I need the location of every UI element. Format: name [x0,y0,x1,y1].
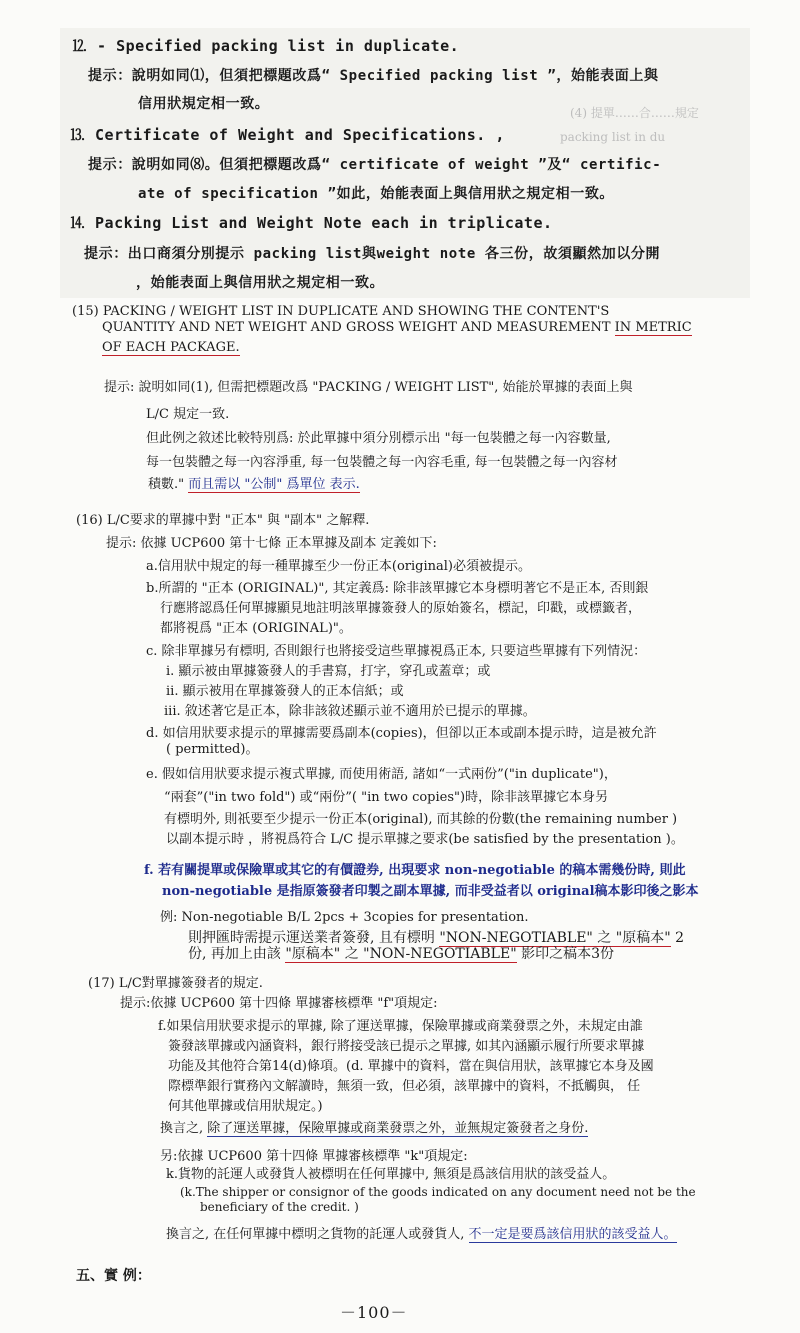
page-number: －100－ [340,1303,408,1322]
item-16-e-line1: e. 假如信用狀要求提示複式單據, 而使用術語, 諸如“一式兩份”("in duplicate")， [146,767,617,782]
item-16-example-line2-end: 2 [670,930,684,946]
item-15-hint-line3: 但此例之敘述比較特別爲: 於此單據中須分別標示出 "每一包裝體之每一內容數量, [146,431,611,446]
item-17-summary2-lead: 換言之, 在任何單據中標明之貨物的託運人或發貨人, [166,1227,469,1242]
item-17-hint: 提示:依據 UCP600 第十四條 單據審核標準 "f"項規定: [120,996,438,1011]
item-14-hint-line1: 提示：出口商須分別提示 packing list與weight note 各三份，故須顯然加以分開 [84,246,661,262]
item-16-b-line2: 行應將認爲任何單據顯見地註明該單據簽發人的原始簽名，標記，印戳，或標籤者， [160,601,642,616]
item-13-title: ⒔ Certificate of Weight and Specifications. , [70,126,505,144]
item-15-hint-line5 [148,476,360,493]
item-15-line2 [102,319,692,336]
item-15-line3 [102,339,240,356]
item-16-e-line3: 有標明外, 則祇要至少提示一份正本(original), 而其餘的份數(the remaining number ) [164,812,678,827]
item-17-summary2-underlined: 不一定是要爲該信用狀的該受益人。 [468,1227,677,1242]
item-16-f-line2: non-negotiable 是指原簽發者印製之副本單據, 而非受益者以 original稿本影印後之影本 [162,884,699,899]
item-16-f-line1: f. 若有關提單或保險單或其它的有價證券, 出現要求 non-negotiable 的稿本需幾份時, 則此 [144,863,686,878]
item-16-hint: 提示: 依據 UCP600 第十七條 正本單據及副本 定義如下: [106,536,437,551]
item-15-metric-note: 而且需以 "公制" 爲單位 表示. [188,477,360,492]
item-17-summary1-underlined: 除了運送單據，保險單據或商業發票之外，並無規定簽發者之身份. [207,1121,589,1136]
item-17-f-line1: f.如果信用狀要求提示的單據, 除了運送單據，保險單據或商業發票之外，未規定由誰 [158,1019,643,1034]
item-16-c-i: i. 顯示被由單據簽發人的手書寫，打字，穿孔或蓋章；或 [166,664,491,679]
section-5-heading: 五、實 例： [76,1268,151,1284]
item-12-title: ⒓ - Specified packing list in duplicate. [72,37,460,55]
item-12-hint-line1: 提示：說明如同⑴，但須把標題改爲“ Specified packing list ”，始能表面上與 [88,68,659,84]
item-14-hint-line2: ，始能表面上與信用狀之規定相一致。 [136,275,385,291]
item-15-hint-line4: 每一包裝體之每一內容淨重, 每一包裝體之每一內容毛重, 每一包裝體之每一內容材 [146,455,618,470]
item-15-hint-line2: L/C 規定一致. [146,407,230,422]
item-16-title: (16) L/C要求的單據中對 "正本" 與 "副本" 之解釋. [76,513,370,528]
item-15-hint-line1: 提示: 說明如同(1), 但需把標題改爲 "PACKING / WEIGHT LIST", 始能於單據的表面上與 [104,380,633,395]
item-15-line1: (15) PACKING / WEIGHT LIST IN DUPLICATE AND SHOWING THE CONTENT'S [72,304,610,319]
item-16-e-line2: “兩套”("in two fold") 或“兩份”( "in two copies")時，除非該單據它本身另 [164,790,609,805]
item-17-k-line3: beneficiary of the credit. ) [200,1200,359,1214]
item-16-example-line3-text: 份, 再加上由該 [188,946,286,962]
item-17-f-line2: 簽發該單據或內涵資料，銀行將接受該已提示之單據, 如其內涵顯示履行所要求單據 [168,1039,645,1054]
item-16-d-line2: ( permitted)。 [166,742,259,757]
item-17-f-line4: 際標準銀行實務內文解讀時，無須一致，但必須，該單據中的資料，不抵觸與， 任 [168,1079,641,1094]
item-16-original-nonneg-underlined: "NON-NEGOTIABLE" 之 "原稿本" [439,930,671,946]
item-17-summary1 [160,1120,588,1137]
item-16-original-copy-underlined: "原稿本" 之 "NON-NEGOTIABLE" [285,946,517,962]
item-15-package-underlined: OF EACH PACKAGE. [102,340,240,355]
item-16-c: c. 除非單據另有標明, 否則銀行也將接受這些單據視爲正本, 只要這些單據有下列情況： [146,644,647,659]
item-16-example-line3 [188,946,614,963]
item-16-e-line4: 以副本提示時 ，將視爲符合 L/C 提示單據之要求(be satisfied by the presentation )。 [166,832,684,847]
item-15-metric-underlined: IN METRIC [614,320,692,335]
item-14-title: ⒕ Packing List and Weight Note each in triplicate. [70,214,553,232]
item-17-summary2 [166,1226,677,1243]
item-12-hint-line2: 信用狀規定相一致。 [138,96,270,112]
item-16-example: 例: Non-negotiable B/L 2pcs + 3copies for presentation. [160,910,529,925]
item-16-example-line2 [188,930,684,947]
item-16-c-ii: ii. 顯示被用在單據簽發人的正本信紙；或 [166,684,404,699]
item-13-hint-line2: ate of specification ”如此，始能表面上與信用狀之規定相一致。 [138,186,615,202]
item-17-f-line3: 功能及其他符合第14(d)條項。(d. 單據中的資料，當在與信用狀，該單據它本身及國 [168,1059,654,1074]
item-13-hint-line1: 提示：說明如同⑻。但須把標題改爲“ certificate of weight ”及“ certific- [88,157,662,173]
item-16-a: a.信用狀中規定的每一種單據至少一份正本(original)必須被提示。 [146,559,531,574]
item-17-k-line1: k.貨物的託運人或發貨人被標明在任何單據中, 無須是爲該信用狀的該受益人。 [166,1167,616,1182]
bleed-through-text: (4) 提單……合……規定 [570,106,699,120]
item-15-hint-line5-text: 積數." [148,477,189,492]
item-17-f-line5: 何其他單據或信用狀規定。) [168,1099,323,1114]
item-16-c-iii: iii. 敘述著它是正本，除非該敘述顯示並不適用於已提示的單據。 [164,704,536,719]
item-16-d-line1: d. 如信用狀要求提示的單據需要爲副本(copies)，但卻以正本或副本提示時，這是被允許 [146,726,657,741]
item-16-b-line3: 都將視爲 "正本 (ORIGINAL)"。 [160,621,352,636]
item-17-k-intro: 另:依據 UCP600 第十四條 單據審核標準 "k"項規定: [160,1149,468,1164]
item-16-b-line1: b.所謂的 "正本 (ORIGINAL)", 其定義爲: 除非該單據它本身標明著它不是正本, 否則銀 [146,581,649,596]
item-16-example-line2-text: 則押匯時需提示運送業者簽發, 且有標明 [188,930,440,946]
item-17-k-line2: (k.The shipper or consignor of the goods indicated on any document need not be the [180,1185,696,1199]
item-15-line2-text: QUANTITY AND NET WEIGHT AND GROSS WEIGHT AND MEASUREMENT [102,320,615,335]
item-17-title: (17) L/C對單據簽發者的規定. [88,976,263,991]
bleed-through-text: packing list in du [560,130,666,144]
item-17-summary1-lead: 換言之, [160,1121,208,1136]
item-16-example-line3-end: 影印之稿本3份 [516,946,614,962]
